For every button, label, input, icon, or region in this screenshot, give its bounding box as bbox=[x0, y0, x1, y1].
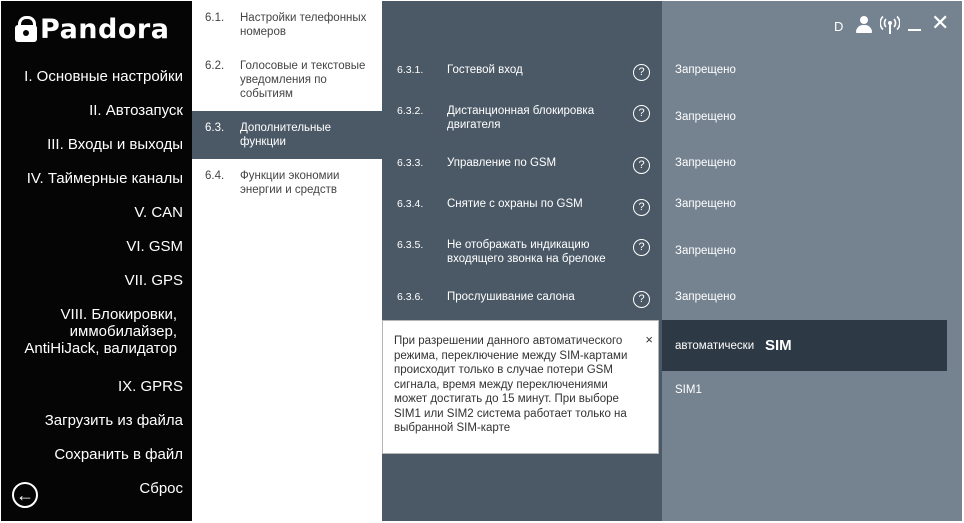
value-gsm-control[interactable]: Запрещено bbox=[675, 157, 736, 169]
help-icon[interactable]: ? bbox=[633, 291, 650, 308]
value-gsm-disarm[interactable]: Запрещено bbox=[675, 198, 736, 210]
padlock-logo-icon bbox=[15, 16, 37, 42]
sim-mode-selected-row[interactable] bbox=[662, 320, 947, 371]
subsection-label: Дополнительные функции bbox=[240, 122, 332, 148]
save-to-file-button[interactable]: Сохранить в файл bbox=[54, 446, 183, 463]
value-guest-login[interactable]: Запрещено bbox=[675, 64, 736, 76]
sim-mode-label: автоматически bbox=[675, 340, 755, 352]
sidebar-item-gsm[interactable]: VI. GSM bbox=[126, 238, 183, 255]
values-panel bbox=[662, 1, 962, 521]
main-sidebar bbox=[1, 1, 192, 521]
subsection-label: Настройки телефонных номеров bbox=[240, 12, 367, 38]
sidebar-item-immobilizer[interactable]: VIII. Блокировки, иммобилайзер, AntiHiJack, валидатор bbox=[24, 306, 177, 357]
subsection-item-phone-numbers[interactable] bbox=[192, 11, 382, 39]
value-hide-call-indication[interactable]: Запрещено bbox=[675, 245, 736, 257]
sidebar-item-inputs-outputs[interactable]: III. Входы и выходы bbox=[47, 136, 183, 153]
subsection-label: Функции экономии энергии и средств bbox=[240, 170, 340, 196]
option-label: Снятие с охраны по GSM bbox=[447, 198, 583, 210]
option-cabin-listening[interactable] bbox=[382, 290, 662, 310]
close-icon[interactable]: ✕ bbox=[931, 10, 950, 35]
pandora-logo bbox=[15, 11, 169, 47]
d-button[interactable]: D bbox=[834, 19, 844, 34]
minimize-icon[interactable] bbox=[908, 29, 921, 31]
option-label: Дистанционная блокировка двигателя bbox=[447, 105, 595, 131]
subsection-number: 6.2. bbox=[205, 60, 225, 72]
antenna-signal-icon[interactable] bbox=[880, 15, 900, 35]
reset-button[interactable]: Сброс bbox=[139, 480, 183, 497]
option-number: 6.3.4. bbox=[397, 198, 424, 210]
load-from-file-button[interactable]: Загрузить из файла bbox=[44, 412, 183, 429]
subsection-list bbox=[192, 1, 382, 521]
subsection-label: Голосовые и текстовые уведомления по событиям bbox=[240, 60, 366, 100]
option-number: 6.3.6. bbox=[397, 291, 424, 303]
help-icon[interactable]: ? bbox=[633, 64, 650, 81]
help-icon[interactable]: ? bbox=[633, 239, 650, 256]
option-number: 6.3.1. bbox=[397, 64, 424, 76]
option-label: Не отображать индикацию входящего звонка на брелоке bbox=[447, 239, 606, 265]
sidebar-item-autostart[interactable]: II. Автозапуск bbox=[89, 102, 183, 119]
help-tooltip bbox=[382, 320, 659, 454]
sidebar-item-basic-settings[interactable]: I. Основные настройки bbox=[24, 68, 183, 85]
subsection-number: 6.4. bbox=[205, 170, 225, 182]
subsection-item-notifications[interactable] bbox=[192, 59, 382, 101]
tooltip-close-icon[interactable]: × bbox=[645, 332, 653, 347]
value-cabin-listening[interactable]: Запрещено bbox=[675, 291, 736, 303]
tooltip-text: При разрешении данного автоматического режима, переключение между SIM-картами происходит только в случае потери GSM сигнала, время между переключениями может достигать до 15 минут. При выборе SIM1 или SIM2 система работает только на выбранной SIM-карте bbox=[394, 335, 628, 434]
help-icon[interactable]: ? bbox=[633, 105, 650, 122]
back-arrow-circle-icon[interactable]: ← bbox=[12, 482, 38, 508]
sim1-option[interactable]: SIM1 bbox=[675, 384, 702, 396]
subsection-number: 6.1. bbox=[205, 12, 225, 24]
help-icon[interactable]: ? bbox=[633, 157, 650, 174]
option-remote-engine-block[interactable] bbox=[382, 104, 662, 134]
sidebar-item-gps[interactable]: VII. GPS bbox=[124, 272, 183, 289]
app-window bbox=[1, 1, 962, 521]
option-gsm-control[interactable] bbox=[382, 156, 662, 176]
option-number: 6.3.2. bbox=[397, 105, 424, 117]
sidebar-item-can[interactable]: V. CAN bbox=[134, 204, 183, 221]
user-icon[interactable] bbox=[854, 15, 874, 35]
option-number: 6.3.3. bbox=[397, 157, 424, 169]
help-icon[interactable]: ? bbox=[633, 199, 650, 216]
logo-text: Pandora bbox=[40, 13, 170, 45]
sidebar-item-gprs[interactable]: IX. GPRS bbox=[117, 378, 183, 395]
option-label: Управление по GSM bbox=[447, 157, 557, 169]
option-hide-call-indication[interactable] bbox=[382, 238, 662, 268]
subsection-number: 6.3. bbox=[205, 122, 225, 134]
option-gsm-disarm[interactable] bbox=[382, 197, 662, 217]
option-label: Гостевой вход bbox=[447, 64, 523, 76]
value-remote-engine-block[interactable]: Запрещено bbox=[675, 111, 736, 123]
option-label: Прослушивание салона bbox=[447, 291, 575, 303]
option-number: 6.3.5. bbox=[397, 239, 424, 251]
sim-mode-value: SIM bbox=[765, 337, 792, 354]
subsection-item-additional-functions[interactable] bbox=[192, 111, 382, 159]
subsection-item-energy-saving[interactable] bbox=[192, 169, 382, 197]
sidebar-item-timer-channels[interactable]: IV. Таймерные каналы bbox=[26, 170, 183, 187]
option-guest-login[interactable] bbox=[382, 63, 662, 83]
